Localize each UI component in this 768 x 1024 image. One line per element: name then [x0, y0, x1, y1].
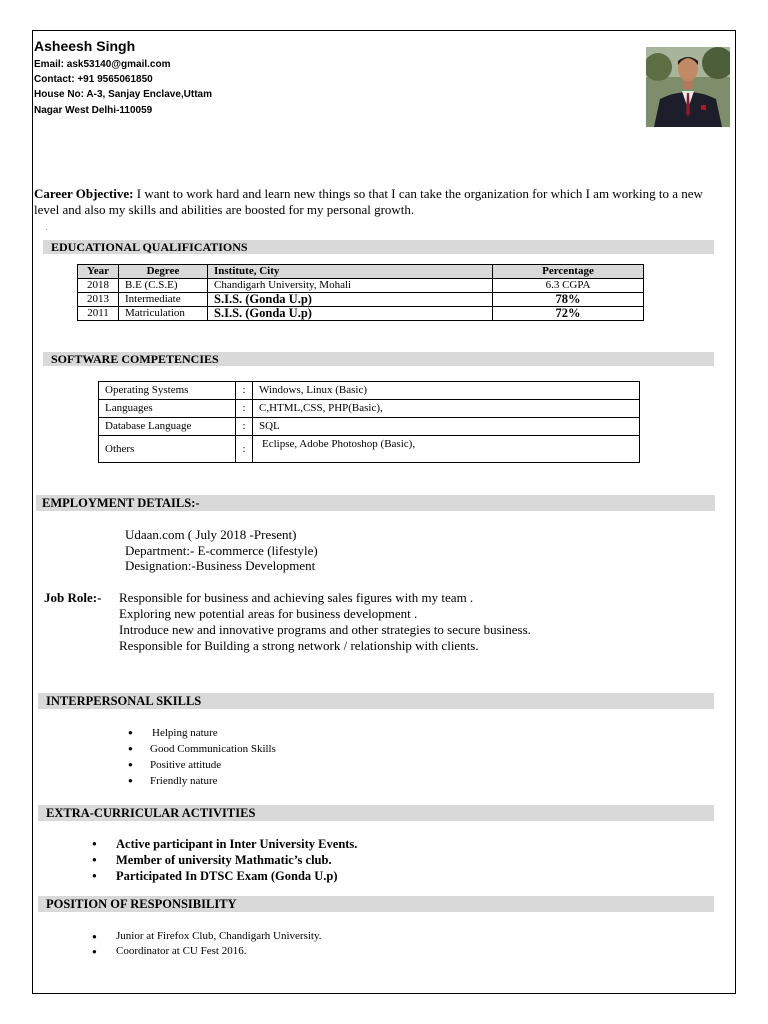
table-cell: Intermediate	[119, 293, 208, 307]
candidate-name: Asheesh Singh	[34, 38, 136, 54]
table-row	[78, 293, 644, 307]
company-name: Udaan.com ( July 2018 -Present)	[125, 527, 297, 542]
duty-item: Introduce new and innovative programs and other strategies to secure business.	[119, 622, 531, 637]
contact-number: Contact: +91 9565061850	[34, 74, 153, 85]
list-item: ● Good Communication Skills	[128, 741, 276, 757]
education-table	[77, 264, 644, 321]
duty-item: Responsible for business and achieving sales figures with my team .	[119, 590, 474, 605]
list-item: ● Friendly nature	[128, 773, 276, 789]
designation: Designation:-Business Development	[125, 558, 316, 573]
table-cell: :	[236, 400, 253, 418]
interpersonal-list	[128, 725, 276, 789]
table-cell: 72%	[493, 307, 644, 321]
section-title-education: EDUCATIONAL QUALIFICATIONS	[43, 240, 714, 254]
table-cell: Others	[99, 436, 236, 463]
address-line-2: Nagar West Delhi-110059	[34, 105, 153, 116]
job-role-label: Job Role:-	[44, 590, 102, 605]
section-title-interpersonal: INTERPERSONAL SKILLS	[38, 693, 714, 709]
department: Department:- E-commerce (lifestyle)	[125, 543, 318, 558]
table-cell: Windows, Linux (Basic)	[253, 382, 640, 400]
table-cell: :	[236, 418, 253, 436]
table-cell: 2013	[78, 293, 119, 307]
objective-label: Career Objective:	[34, 186, 134, 201]
table-cell: :	[236, 436, 253, 463]
section-title-responsibility: POSITION OF RESPONSIBILITY	[38, 896, 714, 912]
table-header-row	[78, 265, 644, 279]
list-item: ● Member of university Mathmatic’s club.	[92, 852, 357, 868]
table-cell: 6.3 CGPA	[493, 279, 644, 293]
table-cell: 2011	[78, 307, 119, 321]
table-cell: 2018	[78, 279, 119, 293]
table-cell: Chandigarh University, Mohali	[208, 279, 493, 293]
column-header: Year	[78, 265, 119, 279]
table-cell: Eclipse, Adobe Photoshop (Basic),	[253, 436, 640, 463]
table-cell: Matriculation	[119, 307, 208, 321]
career-objective	[34, 186, 724, 218]
table-cell: Languages	[99, 400, 236, 418]
table-row	[99, 382, 640, 400]
responsibility-list	[92, 929, 322, 959]
table-row	[99, 400, 640, 418]
list-item: ● Active participant in Inter University Events.	[92, 836, 357, 852]
list-item: ● Positive attitude	[128, 757, 276, 773]
profile-photo	[646, 47, 730, 127]
section-title-software: SOFTWARE COMPETENCIES	[43, 352, 714, 366]
list-item: ● Helping nature	[128, 725, 276, 741]
column-header: Percentage	[493, 265, 644, 279]
table-row	[99, 436, 640, 463]
table-row	[78, 307, 644, 321]
table-cell: S.I.S. (Gonda U.p)	[208, 293, 493, 307]
table-cell: 78%	[493, 293, 644, 307]
duty-item: Responsible for Building a strong network / relationship with clients.	[119, 638, 479, 653]
table-cell: :	[236, 382, 253, 400]
column-header: Institute, City	[208, 265, 493, 279]
section-title-employment: EMPLOYMENT DETAILS:-	[36, 495, 715, 511]
table-cell: C,HTML,CSS, PHP(Basic),	[253, 400, 640, 418]
software-table	[98, 381, 640, 463]
list-item: ● Junior at Firefox Club, Chandigarh University.	[92, 929, 322, 944]
list-item: ● Participated In DTSC Exam (Gonda U.p)	[92, 868, 357, 884]
column-header: Degree	[119, 265, 208, 279]
table-row	[99, 418, 640, 436]
email: Email: ask53140@gmail.com	[34, 59, 171, 70]
table-cell: Database Language	[99, 418, 236, 436]
objective-text: I want to work hard and learn new things so that I can take the organization for which I am working to a new level and also my skills and abilities are boosted for my personal growth.	[34, 186, 703, 217]
table-cell: SQL	[253, 418, 640, 436]
extracurricular-list	[92, 836, 357, 884]
section-title-extracurricular: EXTRA-CURRICULAR ACTIVITIES	[38, 805, 714, 821]
table-cell: Operating Systems	[99, 382, 236, 400]
table-row	[78, 279, 644, 293]
address-line-1: House No: A-3, Sanjay Enclave,Uttam	[34, 89, 213, 100]
list-item: ● Coordinator at CU Fest 2016.	[92, 944, 322, 959]
table-cell: S.I.S. (Gonda U.p)	[208, 307, 493, 321]
table-cell: B.E (C.S.E)	[119, 279, 208, 293]
duty-item: Exploring new potential areas for business development .	[119, 606, 418, 621]
